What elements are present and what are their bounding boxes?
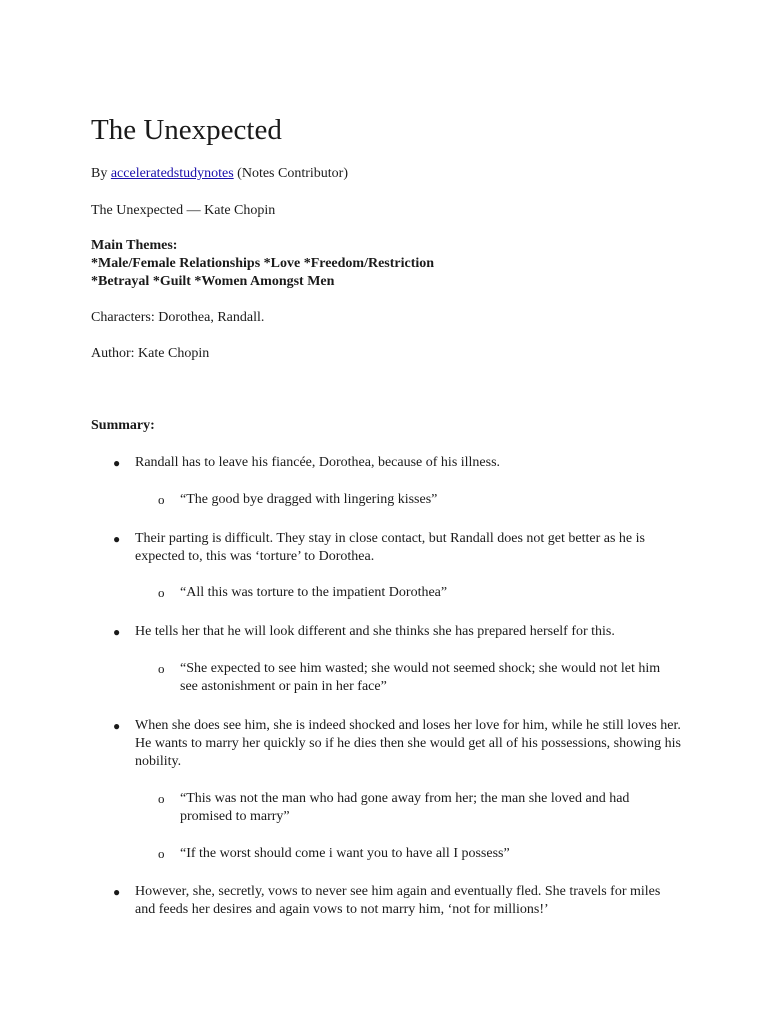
bullet-text: He tells her that he will look different and she thinks she has prepared herself for this. xyxy=(135,624,615,639)
bullet-dot-icon: ● xyxy=(113,719,121,733)
themes-line-1: *Male/Female Relationships *Love *Freedom/Restriction xyxy=(91,256,435,271)
quote-text: “If the worst should come i want you to have all I possess” xyxy=(180,846,510,861)
summary-heading: Summary: xyxy=(91,418,155,433)
characters-line: Characters: Dorothea, Randall. xyxy=(91,310,265,325)
sub-bullet-icon: o xyxy=(158,585,165,600)
summary-bullet-5 xyxy=(91,883,681,919)
subtitle: The Unexpected — Kate Chopin xyxy=(91,203,276,218)
bullet-dot-icon: ● xyxy=(113,885,121,899)
summary-quote-4-2 xyxy=(91,845,681,863)
summary-quote-1-1 xyxy=(91,491,681,509)
sub-bullet-icon: o xyxy=(158,661,165,676)
summary-bullet-1 xyxy=(91,454,681,472)
bullet-text: Randall has to leave his fiancée, Dorothea, because of his illness. xyxy=(135,455,501,470)
bullet-dot-icon: ● xyxy=(113,456,121,470)
summary-bullet-4 xyxy=(91,717,681,771)
byline xyxy=(91,165,348,183)
themes-line-2: *Betrayal *Guilt *Women Amongst Men xyxy=(91,274,335,289)
main-themes xyxy=(91,237,434,291)
bullet-text: Their parting is difficult. They stay in close contact, but Randall does not get better as he is expected to, this was ‘torture’ to Dorothea. xyxy=(135,531,645,564)
sub-bullet-icon: o xyxy=(158,846,165,861)
author-line: Author: Kate Chopin xyxy=(91,346,210,361)
bullet-dot-icon: ● xyxy=(113,532,121,546)
quote-text: “The good bye dragged with lingering kisses” xyxy=(180,492,438,507)
author-link[interactable]: acceleratedstudynotes xyxy=(110,166,234,181)
themes-heading: Main Themes: xyxy=(91,238,178,253)
summary-quote-2-1 xyxy=(91,584,681,602)
summary-bullet-3 xyxy=(91,623,681,641)
summary-bullet-2 xyxy=(91,530,681,566)
bullet-text: When she does see him, she is indeed shocked and loses her love for him, while he still loves her. He wants to marry her quickly so if he dies then she would get all of his possessions, showing his nobility. xyxy=(135,718,681,769)
quote-text: “All this was torture to the impatient Dorothea” xyxy=(180,585,448,600)
bullet-text: However, she, secretly, vows to never see him again and eventually fled. She travels for miles and feeds her desires and again vows to not marry him, ‘not for millions!’ xyxy=(135,884,661,917)
byline-suffix: (Notes Contributor) xyxy=(233,166,348,181)
sub-bullet-icon: o xyxy=(158,492,165,507)
summary-quote-4-1 xyxy=(91,790,681,826)
sub-bullet-icon: o xyxy=(158,791,165,806)
quote-text: “She expected to see him wasted; she would not seemed shock; she would not let him see astonishment or pain in her face” xyxy=(180,661,661,694)
bullet-dot-icon: ● xyxy=(113,625,121,639)
summary-quote-3-1 xyxy=(91,660,681,696)
quote-text: “This was not the man who had gone away from her; the man she loved and had promised to marry” xyxy=(180,791,630,824)
byline-prefix: By xyxy=(91,166,111,181)
document-title: The Unexpected xyxy=(91,114,282,146)
